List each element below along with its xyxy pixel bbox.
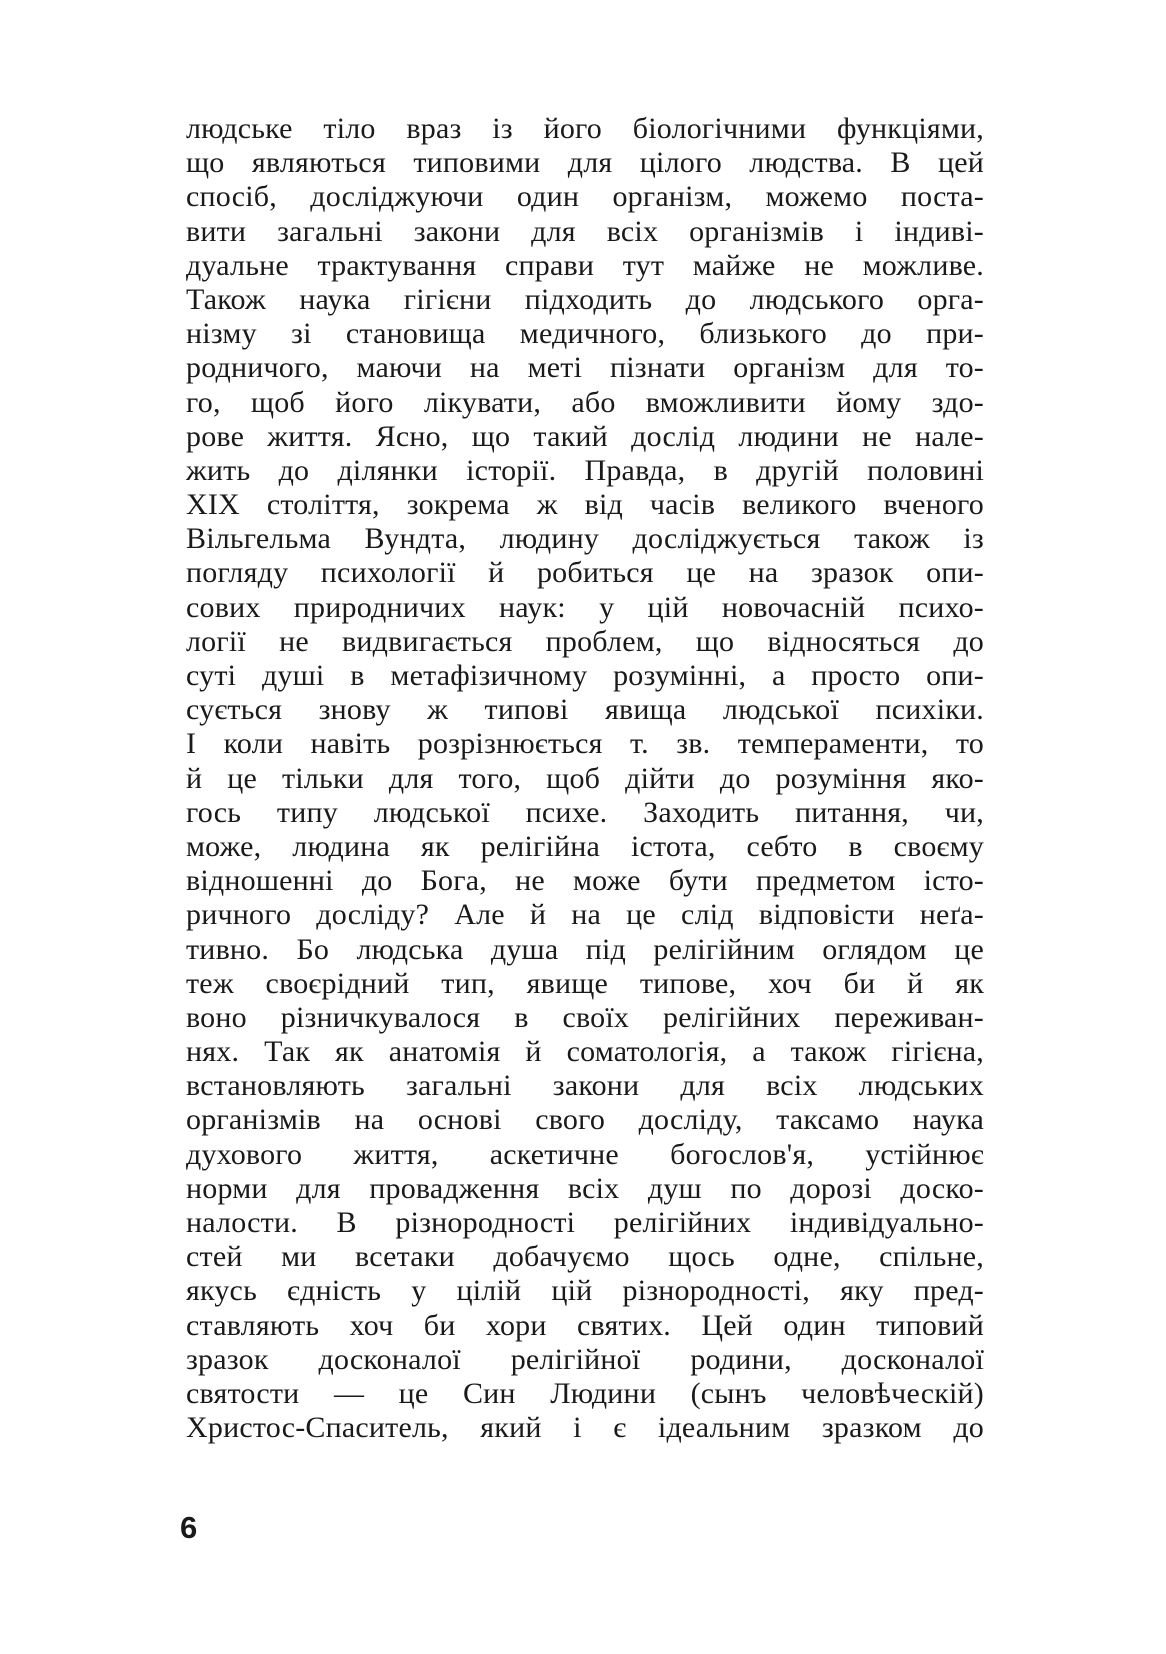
text-line: ричного досліду? Але й на це слід відповісти неґа- [186,898,984,932]
text-line: XIX століття, зокрема ж від часів великого вченого [186,488,984,522]
text-line: організмів на основі свого досліду, таксамо наука [186,1103,984,1137]
text-line: погляду психології й робиться це на зразок опи- [186,556,984,590]
text-line: якусь єдність у цілій цій різнородності, яку пред- [186,1274,984,1308]
text-line: людське тіло враз із його біологічними функціями, [186,112,984,145]
text-line: дуальне трактування справи тут майже не можливе. [186,248,984,282]
text-line: тивно. Бо людська душа під релігійним оглядом це [186,932,984,966]
text-line: жить до ділянки історії. Правда, в другій половині [186,453,984,487]
text-line: рове життя. Ясно, що такий дослід людини не нале- [186,419,984,453]
text-line: Також наука гігієни підходить до людського орга- [186,282,984,316]
text-line: гось типу людської психе. Заходить питання, чи, [186,795,984,829]
text-line: святости — це Син Людини (сынъ человѣческій) [186,1376,984,1410]
text-line: встановляють загальні закони для всіх людських [186,1069,984,1103]
page-number: 6 [180,1510,198,1545]
text-line: духового життя, аскетичне богослов'я, устійнює [186,1137,984,1171]
text-line: зразок досконалої релігійної родини, досконалої [186,1342,984,1376]
body-text [186,112,984,1445]
text-line: суті душі в метафізичному розумінні, а просто опи- [186,659,984,692]
text-line: спосіб, досліджуючи один організм, можемо поста- [186,180,984,214]
text-line: логії не видвигається проблем, що відносяться до [186,624,984,658]
text-line: вити загальні закони для всіх організмів і індиві- [186,214,984,248]
text-line: воно різничкувалося в своїх релігійних переживан- [186,1000,984,1034]
text-line: норми для провадження всіх душ по дорозі доско- [186,1171,984,1205]
text-line: стей ми всетаки добачуємо щось одне, спільне, [186,1240,984,1274]
text-line: І коли навіть розрізнюється т. зв. темпераменти, то [186,727,984,761]
text-line: відношенні до Бога, не може бути предметом істо- [186,864,984,898]
text-line: може, людина як релігійна істота, себто в своєму [186,829,984,863]
text-line: нізму зі становища медичного, близького до при- [186,317,984,351]
text-line: що являються типовими для цілого людства. В цей [186,146,984,180]
text-line: сується знову ж типові явища людської психіки. [186,693,984,727]
text-line: родничого, маючи на меті пізнати організм для то- [186,351,984,385]
text-line: налости. В різнородності релігійних індивідуально- [186,1206,984,1239]
text-line: Христос-Спаситель, який і є ідеальним зразком до [186,1411,984,1445]
text-line: го, щоб його лікувати, або вможливити йому здо- [186,385,984,419]
text-line: сових природничих наук: у цій новочасній психо- [186,590,984,624]
text-line: Вільгельма Вундта, людину досліджується також із [186,522,984,556]
text-line: й це тільки для того, щоб дійти до розуміння яко- [186,761,984,795]
text-line: теж своєрідний тип, явище типове, хоч би й як [186,966,984,1000]
text-line: ставляють хоч би хори святих. Цей один типовий [186,1308,984,1342]
text-line: нях. Так як анатомія й соматологія, а також гігієна, [186,1035,984,1069]
